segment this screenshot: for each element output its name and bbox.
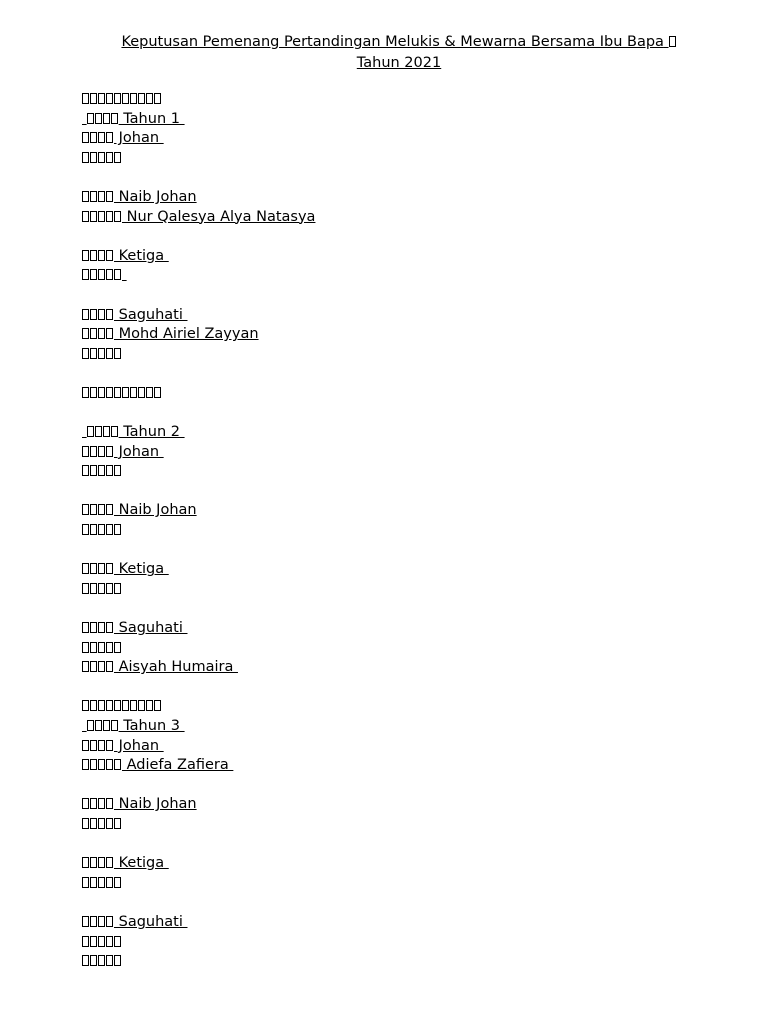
missing-glyph-icon: [87, 113, 94, 124]
missing-glyph-icon: [82, 465, 89, 476]
missing-glyph-icon: [122, 700, 129, 711]
missing-glyph-icon: [106, 328, 113, 339]
text-line: [82, 443, 742, 463]
missing-glyph-icon: [90, 916, 97, 927]
missing-glyph-icon: [82, 955, 89, 966]
missing-glyph-icon: [114, 269, 121, 280]
line-text: Aisyah Humaira: [114, 659, 238, 676]
missing-glyph-icon: [82, 309, 89, 320]
missing-glyph-icon: [98, 759, 105, 770]
line-text: Ketiga: [114, 561, 169, 578]
missing-glyph-icon: [90, 93, 97, 104]
missing-glyph-icon: [82, 583, 89, 594]
missing-glyph-icon: [82, 759, 89, 770]
missing-glyph-icon: [95, 426, 102, 437]
missing-glyph-icon: [90, 211, 97, 222]
missing-glyph-icon: [82, 936, 89, 947]
missing-glyph-icon: [114, 93, 121, 104]
document-body: [82, 90, 742, 972]
blank-line: [82, 168, 742, 188]
missing-glyph-icon: [98, 387, 105, 398]
missing-glyph-icon: [106, 563, 113, 574]
missing-glyph-icon: [90, 818, 97, 829]
missing-glyph-icon: [90, 877, 97, 888]
missing-glyph-icon: [106, 269, 113, 280]
missing-glyph-icon: [90, 759, 97, 770]
missing-glyph-icon: [98, 661, 105, 672]
text-line: [82, 580, 742, 600]
missing-glyph-icon: [106, 583, 113, 594]
line-text: Nur Qalesya Alya Natasya: [122, 208, 316, 225]
missing-glyph-icon: [106, 955, 113, 966]
missing-glyph-icon: [98, 465, 105, 476]
missing-glyph-icon: [111, 426, 118, 437]
missing-glyph-icon: [106, 504, 113, 515]
line-text: Johan: [114, 737, 164, 754]
missing-glyph-icon: [106, 524, 113, 535]
text-line: [82, 345, 742, 365]
missing-glyph-icon: [114, 936, 121, 947]
missing-glyph-icon: [154, 93, 161, 104]
missing-glyph-icon: [82, 563, 89, 574]
missing-glyph-icon: [82, 328, 89, 339]
missing-glyph-icon: [98, 152, 105, 163]
blank-line: [82, 893, 742, 913]
missing-glyph-icon: [98, 622, 105, 633]
text-line: [82, 619, 742, 639]
missing-glyph-icon: [114, 759, 121, 770]
missing-glyph-icon: [98, 563, 105, 574]
missing-glyph-icon: [82, 524, 89, 535]
text-line: [82, 325, 742, 345]
missing-glyph-icon: [82, 740, 89, 751]
line-text: Tahun 3: [118, 718, 185, 734]
missing-glyph-icon: [90, 955, 97, 966]
missing-glyph-icon: [114, 877, 121, 888]
missing-glyph-icon: [98, 916, 105, 927]
missing-glyph-icon: [90, 328, 97, 339]
missing-glyph-icon: [82, 622, 89, 633]
missing-glyph-icon: [106, 348, 113, 359]
missing-glyph-icon: [82, 132, 89, 143]
missing-glyph-icon: [98, 250, 105, 261]
line-text: Tahun 2: [118, 424, 185, 441]
missing-glyph-icon: [130, 700, 137, 711]
missing-glyph-icon: [106, 642, 113, 653]
missing-glyph-icon: [106, 857, 113, 868]
line-text: Naib Johan: [114, 188, 197, 205]
blank-line: [82, 227, 742, 247]
blank-line: [82, 482, 742, 502]
text-line: [82, 717, 742, 737]
missing-glyph-icon: [106, 916, 113, 927]
line-text: Naib Johan: [114, 796, 197, 813]
text-line: [82, 110, 742, 130]
missing-glyph-icon: [82, 152, 89, 163]
missing-glyph-icon: [111, 113, 118, 124]
missing-glyph-icon: [98, 877, 105, 888]
missing-glyph-icon: [106, 309, 113, 320]
missing-glyph-icon: [90, 642, 97, 653]
missing-glyph-icon: [90, 563, 97, 574]
missing-glyph-icon: [98, 211, 105, 222]
text-line: [82, 188, 742, 208]
blank-line: [82, 776, 742, 796]
blank-line: [82, 835, 742, 855]
missing-glyph-icon: [82, 857, 89, 868]
text-line: [82, 501, 742, 521]
missing-glyph-icon: [98, 328, 105, 339]
missing-glyph-icon: [82, 504, 89, 515]
title-line-1: Keputusan Pemenang Pertandingan Melukis & Mewarna Bersama Ibu Bapa: [70, 32, 728, 53]
missing-glyph-icon: [90, 798, 97, 809]
missing-glyph-icon: [90, 936, 97, 947]
missing-glyph-icon: [114, 465, 121, 476]
missing-glyph-icon: [90, 191, 97, 202]
missing-glyph-icon: [146, 93, 153, 104]
missing-glyph-icon: [90, 622, 97, 633]
blank-line: [82, 541, 742, 561]
missing-glyph-icon: [82, 191, 89, 202]
missing-glyph-icon: [95, 720, 102, 731]
missing-glyph-icon: [82, 446, 89, 457]
missing-glyph-icon: [90, 700, 97, 711]
text-line: [82, 854, 742, 874]
text-line: [82, 913, 742, 933]
text-line: [82, 462, 742, 482]
missing-glyph-icon: [114, 524, 121, 535]
missing-glyph-icon: [106, 740, 113, 751]
missing-glyph-icon: [114, 211, 121, 222]
blank-line: [82, 678, 742, 698]
missing-glyph-icon: [90, 152, 97, 163]
missing-glyph-icon: [82, 211, 89, 222]
line-text: Tahun 1: [118, 110, 185, 127]
line-text: Johan: [114, 443, 164, 460]
missing-glyph-icon: [106, 250, 113, 261]
blank-line: [82, 364, 742, 384]
line-text: Ketiga: [114, 247, 169, 264]
text-line: [82, 208, 742, 228]
missing-glyph-icon: [669, 36, 676, 47]
missing-glyph-icon: [111, 720, 118, 731]
missing-glyph-icon: [90, 583, 97, 594]
text-line: [82, 90, 742, 110]
text-line: [82, 149, 742, 169]
missing-glyph-icon: [106, 465, 113, 476]
missing-glyph-icon: [90, 387, 97, 398]
missing-glyph-icon: [98, 740, 105, 751]
missing-glyph-icon: [98, 955, 105, 966]
missing-glyph-icon: [138, 387, 145, 398]
missing-glyph-icon: [90, 348, 97, 359]
missing-glyph-icon: [146, 387, 153, 398]
missing-glyph-icon: [106, 152, 113, 163]
missing-glyph-icon: [82, 642, 89, 653]
missing-glyph-icon: [138, 700, 145, 711]
missing-glyph-icon: [114, 700, 121, 711]
missing-glyph-icon: [98, 269, 105, 280]
blank-line: [82, 404, 742, 424]
text-line: [82, 306, 742, 326]
text-line: [82, 266, 742, 286]
text-line: [82, 560, 742, 580]
line-text: [122, 267, 127, 283]
missing-glyph-icon: [106, 798, 113, 809]
line-text: Adiefa Zafiera: [122, 757, 234, 774]
missing-glyph-icon: [106, 387, 113, 398]
missing-glyph-icon: [98, 446, 105, 457]
missing-glyph-icon: [98, 309, 105, 320]
missing-glyph-icon: [106, 936, 113, 947]
text-line: [82, 423, 742, 443]
missing-glyph-icon: [98, 132, 105, 143]
missing-glyph-icon: [82, 93, 89, 104]
missing-glyph-icon: [106, 93, 113, 104]
missing-glyph-icon: [98, 191, 105, 202]
missing-glyph-icon: [106, 191, 113, 202]
line-text: Ketiga: [114, 855, 169, 872]
missing-glyph-icon: [87, 426, 94, 437]
missing-glyph-icon: [130, 387, 137, 398]
text-line: [82, 737, 742, 757]
missing-glyph-icon: [146, 700, 153, 711]
blank-line: [82, 286, 742, 306]
missing-glyph-icon: [114, 583, 121, 594]
missing-glyph-icon: [90, 857, 97, 868]
missing-glyph-icon: [82, 269, 89, 280]
missing-glyph-icon: [154, 387, 161, 398]
missing-glyph-icon: [98, 798, 105, 809]
text-line: [82, 247, 742, 267]
text-line: [82, 952, 742, 972]
missing-glyph-icon: [114, 387, 121, 398]
missing-glyph-icon: [138, 93, 145, 104]
text-line: [82, 384, 742, 404]
missing-glyph-icon: [98, 583, 105, 594]
missing-glyph-icon: [122, 387, 129, 398]
missing-glyph-icon: [114, 818, 121, 829]
missing-glyph-icon: [106, 622, 113, 633]
missing-glyph-icon: [98, 93, 105, 104]
missing-glyph-icon: [82, 250, 89, 261]
text-line: [82, 874, 742, 894]
blank-line: [82, 599, 742, 619]
missing-glyph-icon: [90, 250, 97, 261]
missing-glyph-icon: [103, 426, 110, 437]
title-line-2: Tahun 2021: [356, 55, 442, 71]
missing-glyph-icon: [82, 661, 89, 672]
text-line: [82, 521, 742, 541]
missing-glyph-icon: [122, 93, 129, 104]
missing-glyph-icon: [90, 465, 97, 476]
text-line: [82, 697, 742, 717]
missing-glyph-icon: [82, 916, 89, 927]
missing-glyph-icon: [106, 211, 113, 222]
missing-glyph-icon: [87, 720, 94, 731]
missing-glyph-icon: [95, 113, 102, 124]
line-text: Saguhati: [114, 620, 188, 637]
line-text: Mohd Airiel Zayyan: [114, 326, 259, 343]
missing-glyph-icon: [98, 504, 105, 515]
text-line: [82, 129, 742, 149]
missing-glyph-icon: [98, 642, 105, 653]
missing-glyph-icon: [114, 152, 121, 163]
missing-glyph-icon: [82, 348, 89, 359]
missing-glyph-icon: [106, 700, 113, 711]
missing-glyph-icon: [106, 661, 113, 672]
missing-glyph-icon: [106, 759, 113, 770]
line-text: Naib Johan: [114, 502, 197, 519]
text-line: [82, 658, 742, 678]
missing-glyph-icon: [103, 113, 110, 124]
missing-glyph-icon: [90, 446, 97, 457]
missing-glyph-icon: [154, 700, 161, 711]
missing-glyph-icon: [82, 818, 89, 829]
missing-glyph-icon: [90, 309, 97, 320]
line-text: Saguhati: [114, 913, 188, 930]
missing-glyph-icon: [106, 877, 113, 888]
missing-glyph-icon: [106, 818, 113, 829]
missing-glyph-icon: [130, 93, 137, 104]
missing-glyph-icon: [90, 132, 97, 143]
missing-glyph-icon: [103, 720, 110, 731]
text-line: [82, 639, 742, 659]
missing-glyph-icon: [98, 348, 105, 359]
missing-glyph-icon: [90, 524, 97, 535]
missing-glyph-icon: [114, 642, 121, 653]
missing-glyph-icon: [90, 269, 97, 280]
missing-glyph-icon: [98, 818, 105, 829]
text-line: [82, 756, 742, 776]
document-title: [70, 32, 728, 74]
missing-glyph-icon: [82, 700, 89, 711]
missing-glyph-icon: [106, 446, 113, 457]
missing-glyph-icon: [90, 661, 97, 672]
missing-glyph-icon: [90, 740, 97, 751]
line-text: Saguhati: [114, 306, 188, 323]
text-line: [82, 933, 742, 953]
missing-glyph-icon: [82, 798, 89, 809]
missing-glyph-icon: [106, 132, 113, 143]
missing-glyph-icon: [82, 387, 89, 398]
missing-glyph-icon: [114, 348, 121, 359]
missing-glyph-icon: [90, 504, 97, 515]
missing-glyph-icon: [114, 955, 121, 966]
missing-glyph-icon: [82, 877, 89, 888]
text-line: [82, 795, 742, 815]
text-line: [82, 815, 742, 835]
missing-glyph-icon: [98, 524, 105, 535]
missing-glyph-icon: [98, 857, 105, 868]
missing-glyph-icon: [98, 936, 105, 947]
missing-glyph-icon: [98, 700, 105, 711]
line-text: Johan: [114, 130, 164, 147]
